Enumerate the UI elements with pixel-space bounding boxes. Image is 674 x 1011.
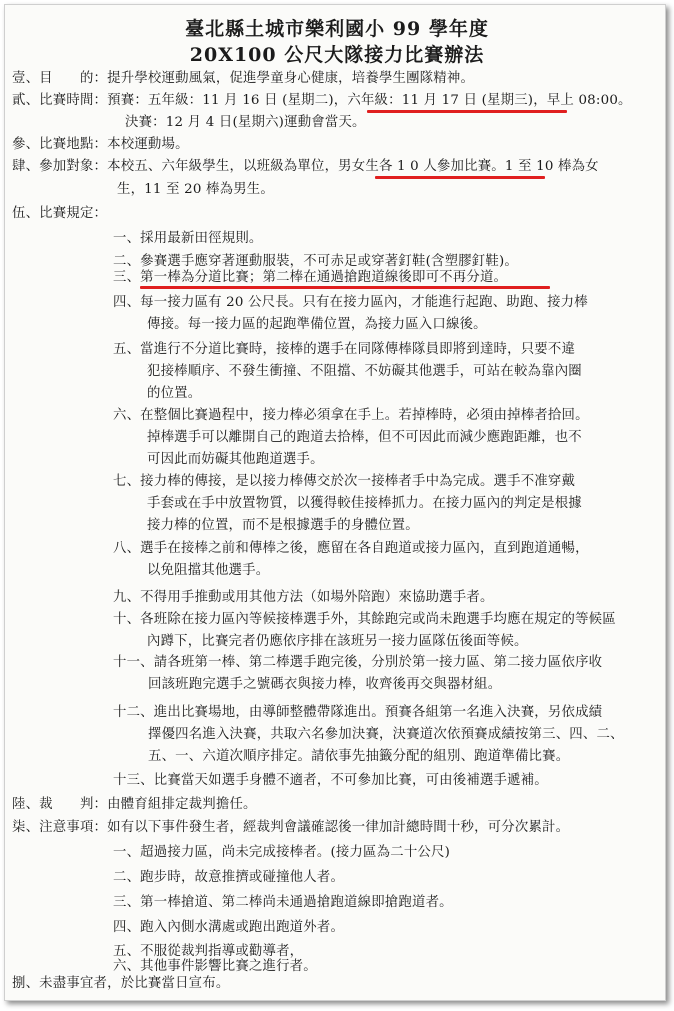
rule-item: 九、不得用手推動或用其他方法（如場外陪跑）來協助選手者。 [113, 590, 494, 605]
section-venue: 參、比賽地點：本校運動場。 [12, 137, 189, 152]
section-participants-cont: 生，11 至 20 棒為男生。 [117, 182, 274, 197]
section-schedule: 貳、比賽時間：預賽：五年級：11 月 16 日 (星期二)，六年級：11 月 17 日 (星期三)，早上 08:00。 [12, 93, 632, 108]
rule-item-cont: 手套或在手中放置物質，以獲得較佳接棒抓力。在接力區內的判定是根據 [147, 496, 582, 511]
note-item: 一、超過接力區，尚未完成接棒者。(接力區為二十公尺) [113, 845, 451, 860]
rule-item: 四、每一接力區有 20 公尺長。只有在接力區內，才能進行起跑、助跑、接力棒 [113, 295, 588, 310]
section-schedule-final: 決賽：12 月 4 日(星期六)運動會當天。 [125, 115, 366, 130]
rule-item-cont: 以免阻擋其他選手。 [147, 563, 270, 578]
section-rules-heading: 伍、比賽規定： [12, 206, 108, 221]
rule-item: 六、在整個比賽過程中，接力棒必須拿在手上。若掉棒時，必須由掉棒者拾回。 [113, 408, 589, 423]
rule-item-cont: 擇優四名進入決賽，共取六名參加決賽，決賽道次依預賽成績按第三、四、二、 [148, 727, 624, 742]
section-other: 捌、未盡事宜者，於比賽當日宣布。 [12, 976, 230, 991]
rule-item-cont: 可因此而妨礙其他跑道選手。 [147, 452, 324, 467]
note-item: 六、其他事件影響比賽之進行者。 [113, 959, 317, 974]
rule-item: 七、接力棒的傳接，是以接力棒傳交於次一接棒者手中為完成。選手不准穿戴 [113, 474, 576, 489]
rule-item-cont: 回該班跑完選手之號碼衣與接力棒，收齊後再交與器材組。 [148, 677, 502, 692]
rule-item: 三、第一棒為分道比賽；第二棒在通過搶跑道線後即可不再分道。 [113, 270, 508, 285]
rule-item-cont: 接力棒的位置，而不是根據選手的身體位置。 [147, 518, 419, 533]
rule-item: 五、當進行不分道比賽時，接棒的選手在同隊傳棒隊員即將到達時，只要不違 [113, 342, 576, 357]
section-notes: 柒、注意事項：如有以下事件發生者，經裁判會議確認後一律加計總時間十秒，可分次累計。 [12, 820, 570, 835]
document-subtitle: 20X100 公尺大隊接力比賽辦法 [189, 44, 485, 66]
note-item: 四、跑入內側水溝處或跑出跑道外者。 [113, 920, 345, 935]
note-item: 三、第一棒搶道、第二棒尚未通過搶跑道線即搶跑道者。 [113, 895, 453, 910]
rule-item: 十一、請各班第一棒、第二棒選手跑完後，分別於第一接力區、第二接力區依序收 [113, 655, 603, 670]
section-referee: 陸、裁 判：由體育組排定裁判擔任。 [12, 797, 257, 812]
section-purpose: 壹、目 的：提升學校運動風氣，促進學童身心健康，培養學生團隊精神。 [12, 71, 475, 86]
rule-item: 十二、進出比賽場地，由導師整體帶隊進出。預賽各組第一名進入決賽，另依成績 [113, 705, 603, 720]
rule-item-cont: 的位置。 [147, 386, 202, 401]
highlight-underline-lane-rule [140, 286, 550, 289]
rule-item-cont: 五、一、六道次順序排定。請依事先抽籤分配的組別、跑道準備比賽。 [148, 749, 570, 764]
rule-item-cont: 內蹲下，比賽完者仍應依序排在該班另一接力區隊伍後面等候。 [147, 634, 528, 649]
rule-item: 八、選手在接棒之前和傳棒之後，應留在各自跑道或接力區內，直到跑道通暢， [113, 541, 589, 556]
rule-item-cont: 掉棒選手可以離開自己的跑道去拾棒，但不可因此而減少應跑距離，也不 [147, 430, 582, 445]
rule-item: 一、採用最新田徑規則。 [113, 231, 263, 246]
rule-item-cont: 犯接棒順序、不發生衝撞、不阻擋、不妨礙其他選手，可站在較為靠內圈 [147, 364, 582, 379]
document-title: 臺北縣土城市樂利國小 99 學年度 [185, 18, 489, 40]
note-item: 二、跑步時，故意推擠或碰撞他人者。 [113, 870, 345, 885]
rule-item: 二、參賽選手應穿著運動服裝，不可赤足或穿著釘鞋(含塑膠釘鞋)。 [113, 254, 518, 269]
note-item: 五、不服從裁判指導或勸導者， [113, 944, 304, 959]
rule-item: 十三、比賽當天如選手身體不適者，不可參加比賽，可由後補選手遞補。 [113, 773, 548, 788]
section-participants: 肆、參加對象：本校五、六年級學生，以班級為單位，男女生各 1 0 人參加比賽。1 至 10 棒為女 [12, 159, 599, 174]
rule-item-cont: 傳接。每一接力區的起跑準備位置，為接力區入口線後。 [147, 317, 487, 332]
highlight-underline-date [367, 110, 567, 113]
rule-item: 十、各班除在接力區內等候接棒選手外，其餘跑完或尚未跑選手均應在規定的等候區 [113, 612, 616, 627]
highlight-underline-participants [375, 176, 545, 179]
